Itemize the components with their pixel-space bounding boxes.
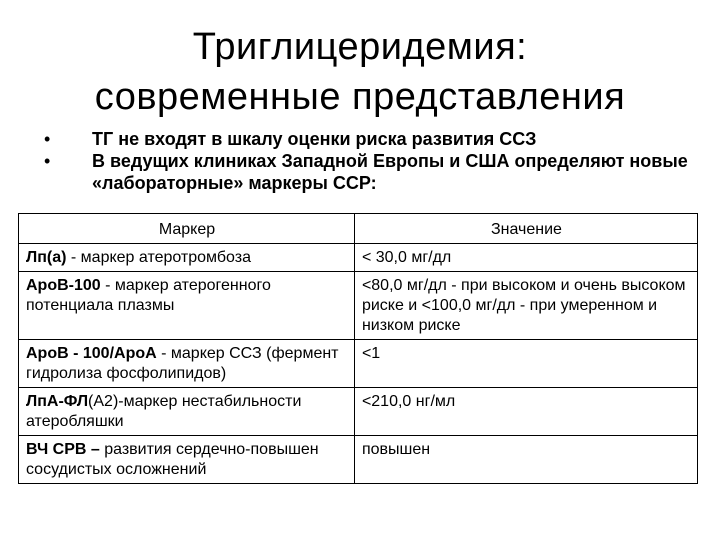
markers-table [18,213,698,484]
table-row [19,388,698,436]
value-cell: повышен [354,436,697,484]
header-value: Значение [354,214,697,244]
marker-cell [19,340,355,388]
marker-desc: - маркер атерогенного потенциала плазмы [26,277,271,314]
marker-name: АроВ - 100/АроА [26,345,157,362]
value-cell: < 30,0 мг/дл [354,244,697,272]
table-row [19,436,698,484]
marker-cell [19,272,355,340]
value-cell: <80,0 мг/дл - при высоком и очень высоком риске и <100,0 мг/дл - при умеренном и низком риске [354,272,697,340]
marker-desc: - маркер атеротромбоза [66,249,251,266]
table-header-row [19,214,698,244]
bullet-icon: • [44,151,51,171]
title-line-1: Триглицеридемия: [192,26,528,68]
bullet-text: В ведущих клиниках Западной Европы и США определяют новые «лабораторные» маркеры ССР: [92,151,688,193]
marker-desc: (А2)-маркер нестабильности атеробляшки [26,393,302,430]
marker-cell [19,436,355,484]
value-cell: <1 [354,340,697,388]
table-row [19,340,698,388]
bullet-icon: • [44,129,51,149]
marker-name: ВЧ СРВ – [26,441,100,458]
bullet-item [40,128,700,150]
table-row [19,272,698,340]
value-cell: <210,0 нг/мл [354,388,697,436]
bullet-text: ТГ не входят в шкалу оценки риска развития ССЗ [92,129,537,149]
marker-name: Лп(а) [26,249,67,266]
header-marker: Маркер [19,214,355,244]
slide-title [0,22,720,122]
marker-name: АроВ-100 [26,277,101,294]
marker-cell [19,244,355,272]
table-row [19,244,698,272]
marker-desc: - маркер ССЗ (фермент гидролиза фосфолипидов) [26,345,339,382]
bullet-item [40,150,700,194]
marker-name: ЛпА-ФЛ [26,393,89,410]
marker-desc: развития сердечно-повышен сосудистых осложнений [26,441,319,478]
marker-cell [19,388,355,436]
bullet-list [40,128,700,194]
title-line-2: современные представления [94,76,626,118]
